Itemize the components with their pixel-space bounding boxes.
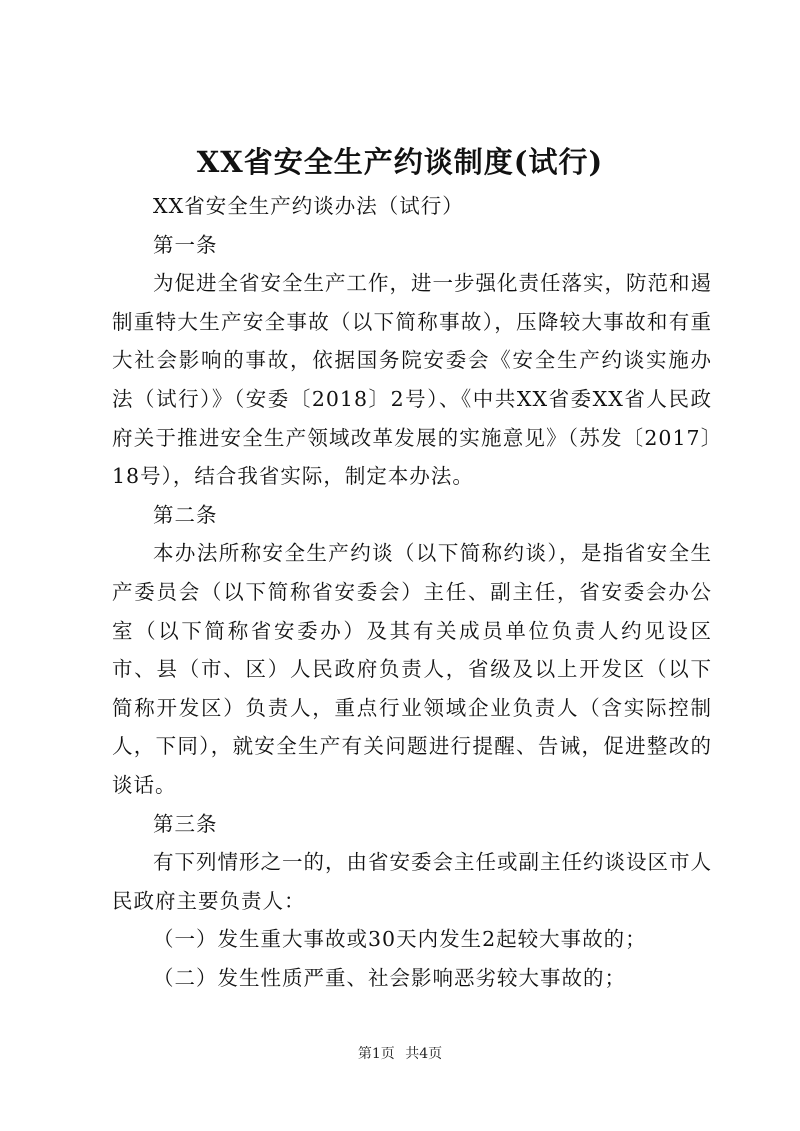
list-item-1: （一）发生重大事故或30天内发生2起较大事故的； (153, 927, 647, 952)
paragraph-article-2: 本办法所称安全生产约谈（以下简称约谈），是指省安全生产委员会（以下简称省安委会）主任、副主任，省安委会办公室（以下简称省安委办）及其有关成员单位负责人约见设区市、县（市、区）人民政府负责人，省级及以上开发区（以下简称开发区）负责人，重点行业领域企业负责人（含实际控制人，下同），就安全生产有关问题进行提醒、告诫，促进整改的谈话。 (112, 541, 712, 797)
document-body (112, 187, 712, 997)
page-footer (0, 1044, 800, 1064)
paragraph-article-1: 为促进全省安全生产工作，进一步强化责任落实，防范和遏制重特大生产安全事故（以下简称事故），压降较大事故和有重大社会影响的事故，依据国务院安委会《安全生产约谈实施办法（试行）》（安委〔2018〕2号）、《中共XX省委XX省人民政府关于推进安全生产领域改革发展的实施意见》（苏发〔2017〕18号），结合我省实际，制定本办法。 (112, 271, 712, 489)
page-number: 第1页 (357, 1046, 395, 1062)
paragraph-article-3: 有下列情形之一的，由省安委会主任或副主任约谈设区市人民政府主要负责人： (112, 850, 712, 913)
document-title: XX省安全生产约谈制度(试行) (196, 145, 604, 179)
article-heading-2: 第二条 (153, 502, 218, 527)
list-item-2: （二）发生性质严重、社会影响恶劣较大事故的； (153, 965, 626, 990)
paragraph-subtitle: XX省安全生产约谈办法（试行） (153, 194, 464, 218)
article-heading-3: 第三条 (153, 811, 218, 836)
page-total: 共4页 (405, 1046, 443, 1062)
article-heading-1: 第一条 (153, 232, 218, 257)
